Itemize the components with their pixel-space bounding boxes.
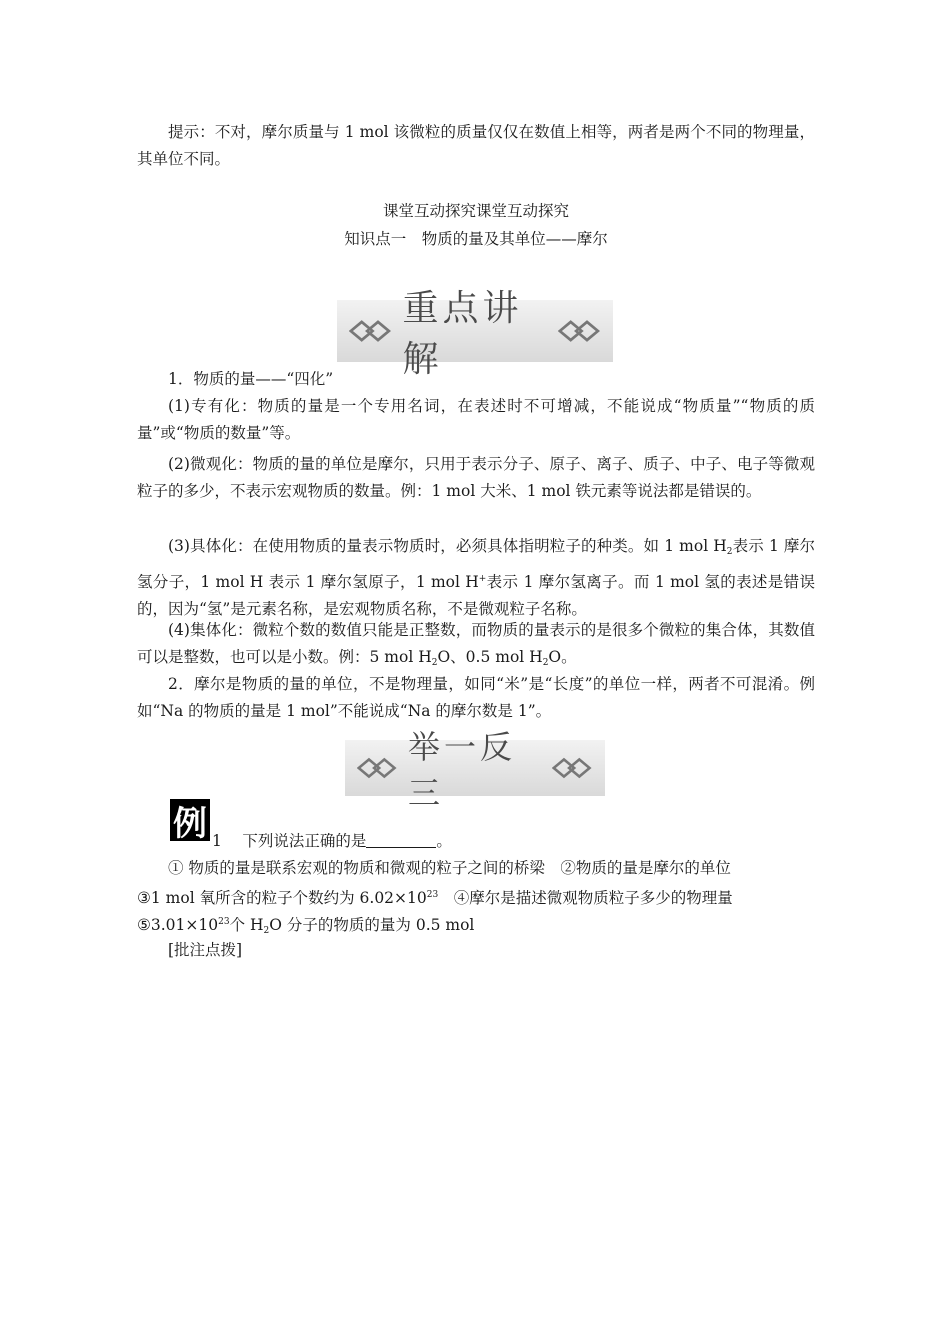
- example-icon: 例: [170, 799, 210, 841]
- example-question: 1 下列说法正确的是 。: [212, 832, 452, 850]
- item2: 2．摩尔是物质的量的单位，不是物理量，如同“米”是“长度”的单位一样，两者不可混淆。例如“Na 的物质的量是 1 mol”不能说成“Na 的摩尔数是 1”。: [137, 675, 815, 720]
- item1-4: (4)集体化：微粒个数的数值只能是正整数，而物质的量表示的是很多个微粒的集合体，其数值可以是整数，也可以是小数。例：5 mol $H_2O$、0.5 mol $H_2O$。: [137, 621, 815, 668]
- banner-title: 重点讲解: [402, 288, 523, 380]
- item1-title: 1．物质的量——“四化”: [168, 370, 334, 388]
- banner-title: 举一反三: [407, 728, 516, 812]
- options-line-2: ③1 mol 氧所含的粒子个数约为 $6.02\times 10^{23}$ ④摩尔是描述微观物质粒子多少的物理量: [137, 889, 733, 907]
- double-diamond-left-icon: [357, 756, 398, 780]
- hint-paragraph: 提示：不对，摩尔质量与 1 mol 该微粒的质量仅仅在数值上相等，两者是两个不同的物理量，其单位不同。: [137, 123, 815, 168]
- item1-3: (3)具体化：在使用物质的量表示物质时，必须具体指明粒子的种类。如 1 mol $H_2$表示 1 摩尔氢分子，1 mol H 表示 1 摩尔氢原子，1 mol H+表示 1 摩尔氢离子。而 1 mol 氢的表述是错误的，因为“氢”是元素名称，是宏观物质名称，不是微观粒子名称。: [137, 537, 816, 618]
- double-diamond-right-icon: [552, 756, 593, 780]
- knowledge-point-title: 知识点一 物质的量及其单位——摩尔: [344, 230, 608, 248]
- double-diamond-right-icon: [558, 318, 602, 344]
- double-diamond-left-icon: [349, 318, 393, 344]
- section-title: 课堂互动探究课堂互动探究: [382, 202, 569, 220]
- answer-blank: [366, 833, 436, 848]
- item1-1: (1)专有化：物质的量是一个专用名词，在表述时不可增减，不能说成“物质量”“物质的质量”或“物质的数量”等。: [137, 397, 815, 442]
- annotation-label: [批注点拨]: [168, 941, 243, 959]
- practice-banner: [0, 728, 950, 812]
- item1-2: (2)微观化：物质的量的单位是摩尔，只用于表示分子、原子、离子、质子、中子、电子等微观粒子的多少，不表示宏观物质的数量。例：1 mol 大米、1 mol 铁元素等说法都是错误的。: [137, 455, 815, 500]
- options-line-3: $⑤3.01\times 10^{23}$个 $H_2O$ 分子的物质的量为 0.5 mol: [137, 916, 475, 936]
- options-line-1: ① 物质的量是联系宏观的物质和微观的粒子之间的桥梁 ②物质的量是摩尔的单位: [168, 859, 731, 877]
